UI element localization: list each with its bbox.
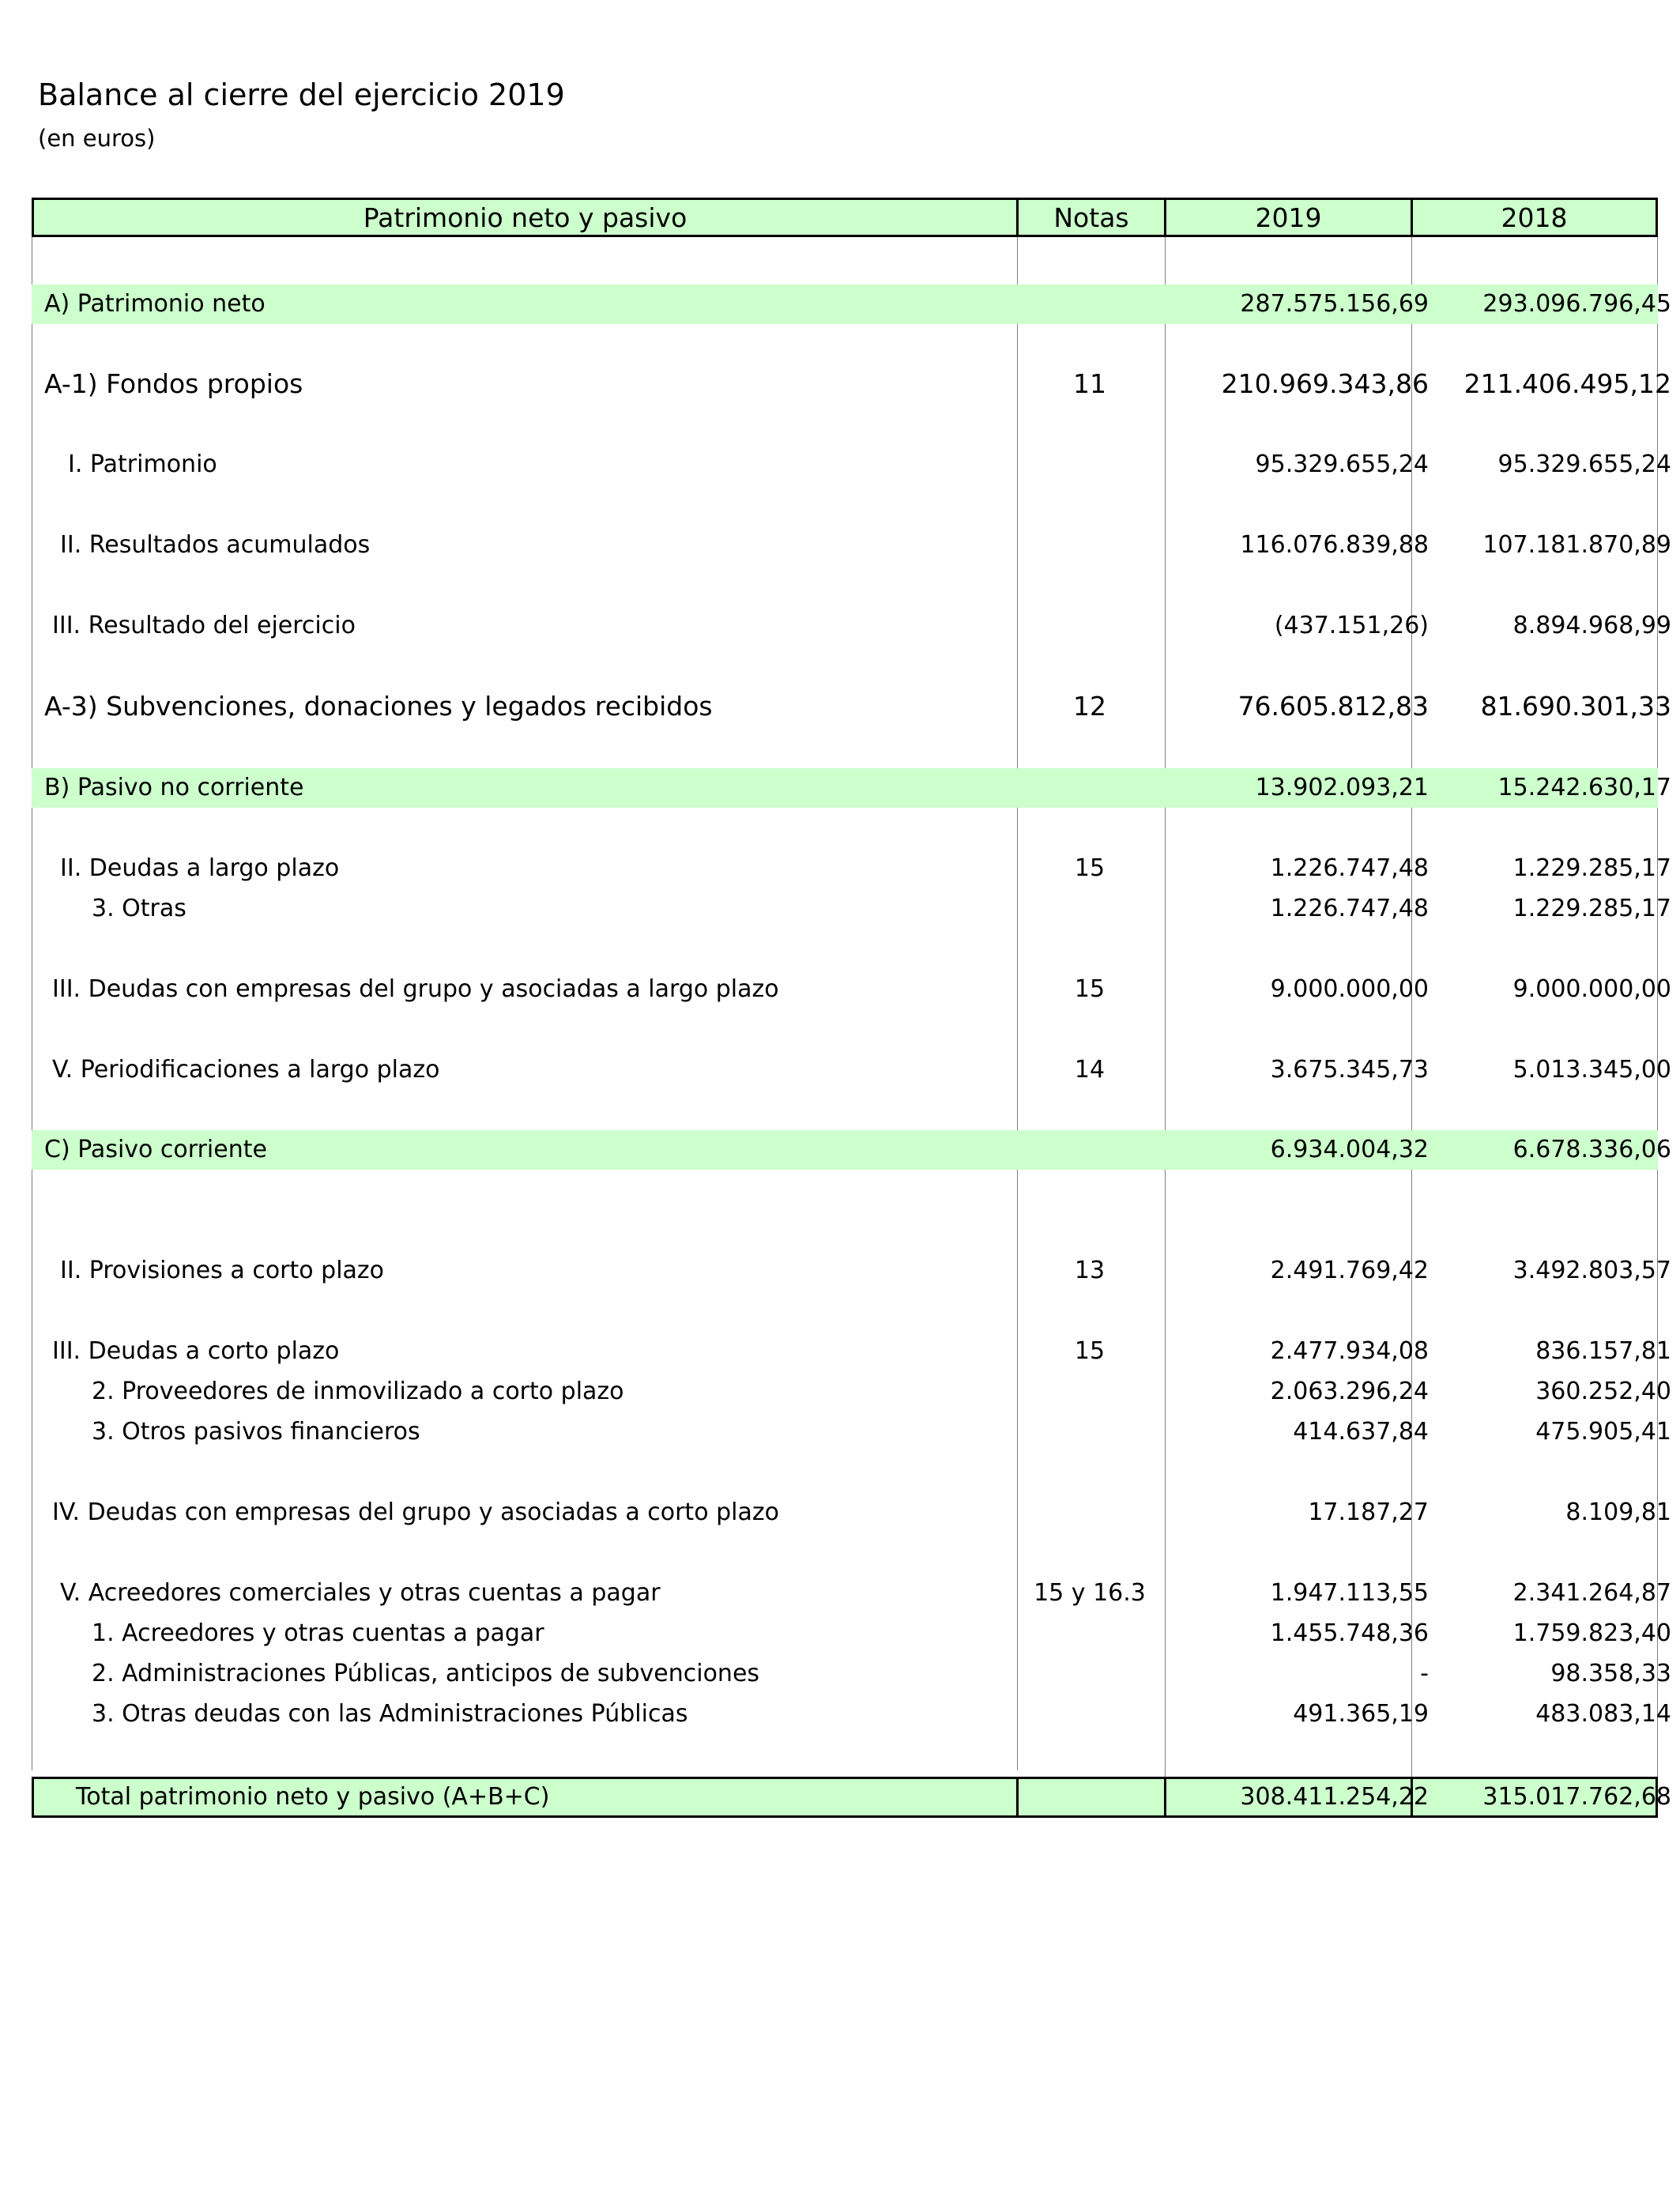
header-2019: 2019 bbox=[1164, 198, 1413, 237]
row-label: 1. Acreedores y otras cuentas a pagar bbox=[92, 1619, 544, 1647]
row-value-2018: 107.181.870,89 bbox=[1482, 531, 1671, 559]
row-value-2018: 836.157,81 bbox=[1535, 1337, 1671, 1365]
row-label: I. Patrimonio bbox=[68, 450, 217, 478]
row-nota: 11 bbox=[1073, 368, 1106, 399]
row-value-2018: 81.690.301,33 bbox=[1480, 691, 1671, 722]
row-label: 3. Otras deudas con las Administraciones Públicas bbox=[92, 1700, 688, 1728]
total-label: Total patrimonio neto y pasivo (A+B+C) bbox=[76, 1783, 550, 1811]
row-value-2019: 1.226.747,48 bbox=[1270, 854, 1429, 882]
row-nota: 15 bbox=[1074, 1337, 1106, 1365]
row-value-2018: 1.229.285,17 bbox=[1512, 854, 1671, 882]
row-value-2018: 9.000.000,00 bbox=[1512, 975, 1671, 1003]
row-value-2019: 414.637,84 bbox=[1293, 1418, 1429, 1446]
row-value-2019: 13.902.093,21 bbox=[1255, 774, 1429, 801]
row-value-2018: 98.358,33 bbox=[1550, 1660, 1671, 1687]
row-value-2018: 95.329.655,24 bbox=[1497, 450, 1671, 478]
row-label: B) Pasivo no corriente bbox=[44, 774, 304, 801]
row-label: 2. Administraciones Públicas, anticipos de subvenciones bbox=[92, 1660, 760, 1687]
row-value-2019: 2.477.934,08 bbox=[1270, 1337, 1429, 1365]
row-label: A) Patrimonio neto bbox=[44, 290, 266, 318]
row-value-2019: 1.455.748,36 bbox=[1270, 1619, 1429, 1647]
row-label: II. Resultados acumulados bbox=[60, 531, 371, 559]
row-label: 3. Otras bbox=[92, 895, 186, 922]
row-label: 3. Otros pasivos financieros bbox=[92, 1418, 420, 1446]
table-divider-notas bbox=[1017, 237, 1018, 1770]
row-value-2019: 1.226.747,48 bbox=[1270, 895, 1429, 922]
row-value-2019: 287.575.156,69 bbox=[1240, 290, 1429, 318]
row-value-2018: 1.229.285,17 bbox=[1512, 895, 1671, 922]
row-nota: 14 bbox=[1074, 1056, 1106, 1084]
header-concepto: Patrimonio neto y pasivo bbox=[32, 198, 1019, 237]
row-label: III. Resultado del ejercicio bbox=[52, 612, 356, 639]
row-label: V. Periodificaciones a largo plazo bbox=[52, 1056, 440, 1084]
row-value-2018: 2.341.264,87 bbox=[1512, 1579, 1671, 1607]
row-value-2018: 15.242.630,17 bbox=[1497, 774, 1671, 801]
row-value-2019: 76.605.812,83 bbox=[1237, 691, 1429, 722]
row-nota: 15 y 16.3 bbox=[1034, 1579, 1146, 1607]
row-label: IV. Deudas con empresas del grupo y asociadas a corto plazo bbox=[52, 1498, 779, 1526]
row-value-2019: 491.365,19 bbox=[1293, 1700, 1429, 1728]
row-label: A-3) Subvenciones, donaciones y legados recibidos bbox=[44, 691, 713, 722]
row-value-2019: 9.000.000,00 bbox=[1270, 975, 1429, 1003]
row-label: V. Acreedores comerciales y otras cuentas a pagar bbox=[60, 1579, 661, 1607]
row-label: III. Deudas a corto plazo bbox=[52, 1337, 340, 1365]
balance-table bbox=[32, 198, 1671, 1818]
row-value-2018: 1.759.823,40 bbox=[1512, 1619, 1671, 1647]
row-label: II. Deudas a largo plazo bbox=[60, 854, 340, 882]
total-value-2018: 315.017.762,68 bbox=[1482, 1783, 1671, 1811]
row-value-2018: 211.406.495,12 bbox=[1463, 368, 1671, 399]
row-value-2018: 293.096.796,45 bbox=[1482, 290, 1671, 318]
report-subtitle: (en euros) bbox=[38, 125, 156, 152]
row-value-2018: 3.492.803,57 bbox=[1512, 1257, 1671, 1284]
row-value-2019: 6.934.004,32 bbox=[1270, 1136, 1429, 1163]
row-nota: 12 bbox=[1073, 691, 1106, 722]
row-value-2019: 95.329.655,24 bbox=[1255, 450, 1429, 478]
row-value-2019: 116.076.839,88 bbox=[1240, 531, 1429, 559]
row-value-2018: 360.252,40 bbox=[1535, 1378, 1671, 1405]
row-value-2018: 6.678.336,06 bbox=[1512, 1136, 1671, 1163]
row-value-2019: 210.969.343,86 bbox=[1221, 368, 1429, 399]
total-value-2019: 308.411.254,22 bbox=[1240, 1783, 1429, 1811]
header-2018: 2018 bbox=[1411, 198, 1658, 237]
row-label: 2. Proveedores de inmovilizado a corto plazo bbox=[92, 1378, 624, 1405]
row-value-2019: 3.675.345,73 bbox=[1270, 1056, 1429, 1084]
row-value-2019: 2.491.769,42 bbox=[1270, 1257, 1429, 1284]
row-nota: 15 bbox=[1074, 854, 1106, 882]
total-notas-cell bbox=[1016, 1777, 1166, 1818]
row-value-2019: 2.063.296,24 bbox=[1270, 1378, 1429, 1405]
row-value-2019: 1.947.113,55 bbox=[1270, 1579, 1429, 1607]
row-label: III. Deudas con empresas del grupo y asociadas a largo plazo bbox=[52, 975, 779, 1003]
row-value-2019: (437.151,26) bbox=[1274, 612, 1429, 639]
row-label: II. Provisiones a corto plazo bbox=[60, 1257, 385, 1284]
row-value-2018: 8.109,81 bbox=[1565, 1498, 1671, 1526]
row-value-2018: 8.894.968,99 bbox=[1512, 612, 1671, 639]
row-value-2018: 5.013.345,00 bbox=[1512, 1056, 1671, 1084]
row-value-2018: 475.905,41 bbox=[1535, 1418, 1671, 1446]
row-label: A-1) Fondos propios bbox=[44, 368, 303, 399]
report-title: Balance al cierre del ejercicio 2019 bbox=[38, 77, 565, 112]
row-nota: 15 bbox=[1074, 975, 1106, 1003]
row-value-2019: - bbox=[1420, 1660, 1429, 1687]
row-label: C) Pasivo corriente bbox=[44, 1136, 267, 1163]
row-value-2018: 483.083,14 bbox=[1535, 1700, 1671, 1728]
row-value-2019: 17.187,27 bbox=[1308, 1498, 1429, 1526]
row-nota: 13 bbox=[1074, 1257, 1106, 1284]
header-notas: Notas bbox=[1016, 198, 1166, 237]
